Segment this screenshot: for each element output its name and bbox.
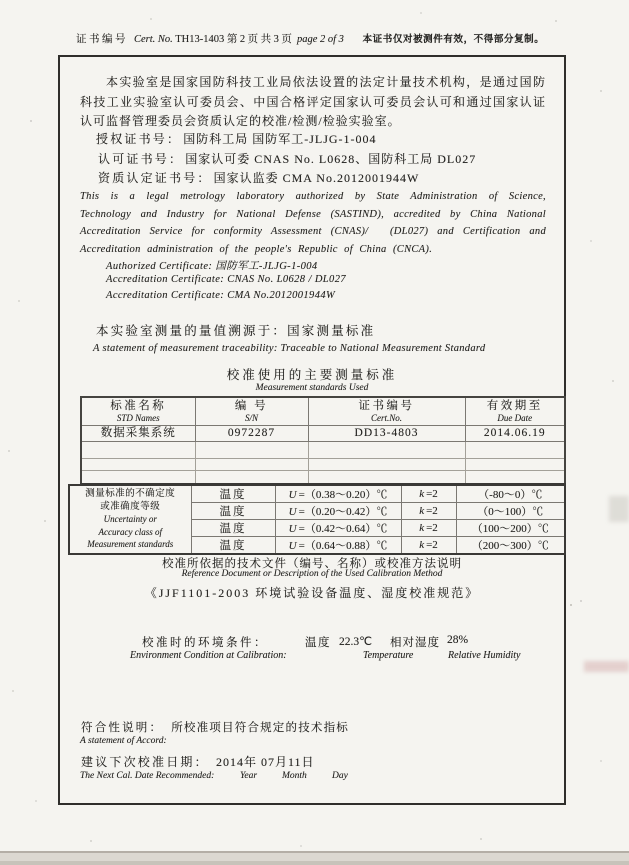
unit-day: Day <box>332 771 348 781</box>
u-cell: U =（0.20～0.42）℃ <box>275 503 401 520</box>
standards-table-title-cn: 校准使用的主要测量标准 <box>226 368 398 382</box>
cell-due-date: 2014.06.19 <box>465 426 565 442</box>
k-cell: k =2 <box>401 537 456 555</box>
uncertainty-table <box>68 484 566 555</box>
standards-table-header-row <box>81 397 565 426</box>
scan-noise-speckles <box>0 0 2 2</box>
authorized-cert-label: 授权证书号： <box>96 132 182 146</box>
k-cell: k =2 <box>401 520 456 537</box>
humidity-label-cn: 相对湿度 <box>390 637 440 649</box>
table-row <box>81 426 565 442</box>
unit-month: Month <box>282 771 307 781</box>
next-cal-date: 2014年 07月11日 <box>216 755 315 769</box>
cert-no-label-cn: 证书编号 <box>76 34 128 45</box>
accreditation-certificate-en-2: Accreditation Certificate: CMA No.2012001944W <box>106 290 336 301</box>
col-cert-no: 证书编号 Cert.No. <box>308 397 465 426</box>
environment-condition-row-en <box>130 650 560 664</box>
uncertainty-label-cell: 测量标准的不确定度 或准确度等级 Uncertainty or Accuracy class of Measurement standards <box>69 485 191 554</box>
next-cal-label-cn: 建议下次校准日期： <box>81 755 209 769</box>
environment-label-cn: 校准时的环境条件： <box>142 637 268 649</box>
table-row-empty <box>81 459 565 471</box>
accreditation-certificate-en-1: Accreditation Certificate: CNAS No. L0628 / DL027 <box>106 274 346 285</box>
traceability-statement-en: A statement of measurement traceability: Traceable to National Measurement Standard <box>93 343 486 354</box>
param-cell: 温度 <box>191 485 275 503</box>
u-cell: U =（0.38～0.20）℃ <box>275 485 401 503</box>
qualification-cert-label: 资质认定证书号： <box>98 171 212 185</box>
accreditation-cert-value: 国家认可委 CNAS No. L0628、国防科工局 DL027 <box>185 152 477 166</box>
cell-serial: 0972287 <box>195 426 308 442</box>
uncertainty-row <box>69 485 565 503</box>
param-cell: 温度 <box>191 537 275 555</box>
range-cell: （0～100）℃ <box>456 503 565 520</box>
u-cell: U =（0.64～0.88）℃ <box>275 537 401 555</box>
col-std-names: 标准名称 STD Names <box>81 397 195 426</box>
next-cal-label-en: The Next Cal. Date Recommended: <box>80 771 215 781</box>
measurement-standards-table <box>80 396 566 485</box>
col-due-date: 有效期至 Due Date <box>465 397 565 426</box>
qualification-cert-value: 国家认监委 CMA No.2012001944W <box>213 171 420 185</box>
next-calibration-row-en <box>80 771 500 785</box>
next-calibration-row <box>81 753 501 769</box>
accord-label-cn: 符合性说明： <box>81 722 164 734</box>
authorized-cert-value: 国防科工局 国防军工-JLJG-1-004 <box>183 132 377 146</box>
accreditation-cert-label: 认可证书号： <box>98 152 184 166</box>
accord-statement-row <box>81 719 349 735</box>
cell-cert-no: DD13-4803 <box>308 426 465 442</box>
temperature-value: 22.3℃ <box>339 636 373 648</box>
certificate-body-frame <box>58 55 566 805</box>
accord-statement: 所校准项目符合规定的技术指标 <box>171 722 350 734</box>
method-document: 《JJF1101-2003 环境试验设备温度、湿度校准规范》 <box>144 586 480 600</box>
qualification-cert-row <box>98 169 419 186</box>
k-cell: k =2 <box>401 485 456 503</box>
col-serial-number: 编 号 S/N <box>195 397 308 426</box>
k-cell: k =2 <box>401 503 456 520</box>
range-cell: （200～300）℃ <box>456 537 565 555</box>
cert-no-value: TH13-1403 <box>175 34 225 45</box>
scan-smudge <box>584 661 629 672</box>
table-row-empty <box>81 442 565 459</box>
method-title-cn: 校准所依据的技术文件（编号、名称）或校准方法说明 <box>162 558 462 570</box>
table-row-empty <box>81 471 565 485</box>
lab-intro-paragraph: 本实验室是国家国防科技工业局依法设置的法定计量技术机构，是通过国防科技工业实验室认可委员会、中国合格评定国家认可委员会认可和通过国家认证认可监督管理委员会资质认定的校准/检测/检验实验室。 <box>80 75 546 128</box>
range-cell: （100～200）℃ <box>456 520 565 537</box>
scan-edge-area-dark <box>0 861 629 865</box>
standards-table-title-en: Measurement standards Used <box>255 383 369 393</box>
u-cell: U =（0.42～0.64）℃ <box>275 520 401 537</box>
validity-notice: 本证书仅对被测件有效，不得部分复制。 <box>362 35 545 45</box>
authorized-certificate-en: Authorized Certificate: 国防军工-JLJG-1-004 <box>106 261 318 272</box>
humidity-label-en: Relative Humidity <box>448 650 521 661</box>
page-number-en: page 2 of 3 <box>296 34 344 45</box>
page-header <box>76 31 544 46</box>
lab-intro-paragraph-en: This is a legal metrology laboratory authorized by State Administration of Science, Technology and Industry for National Defense (SASTIND), accredited by China National Accreditation Service for conformity Assessment (CNAS)/ (DL027) and Certification and Accreditation administration of the people's Republic of China (CNCA). <box>80 191 546 255</box>
method-title-en: Reference Document or Description of the Used Calibration Method <box>181 569 443 579</box>
environment-label-en: Environment Condition at Calibration: <box>130 650 287 661</box>
unit-year: Year <box>240 771 258 781</box>
accreditation-cert-row <box>98 150 476 167</box>
cert-no-label-en: Cert. No. <box>134 34 173 45</box>
scan-smudge <box>609 496 629 522</box>
page-number-cn: 第2页共3页 <box>226 34 295 45</box>
humidity-value: 28% <box>447 634 469 646</box>
param-cell: 温度 <box>191 503 275 520</box>
param-cell: 温度 <box>191 520 275 537</box>
environment-condition-row <box>142 634 562 650</box>
authorized-cert-row <box>96 130 377 147</box>
range-cell: （-80～0）℃ <box>456 485 565 503</box>
temperature-label-en: Temperature <box>363 650 414 661</box>
cell-std-name: 数据采集系统 <box>81 426 195 442</box>
traceability-statement-cn: 本实验室测量的量值溯源于：国家测量标准 <box>96 324 376 338</box>
temperature-label-cn: 温度 <box>305 637 331 649</box>
accord-label-en: A statement of Accord: <box>80 736 167 746</box>
